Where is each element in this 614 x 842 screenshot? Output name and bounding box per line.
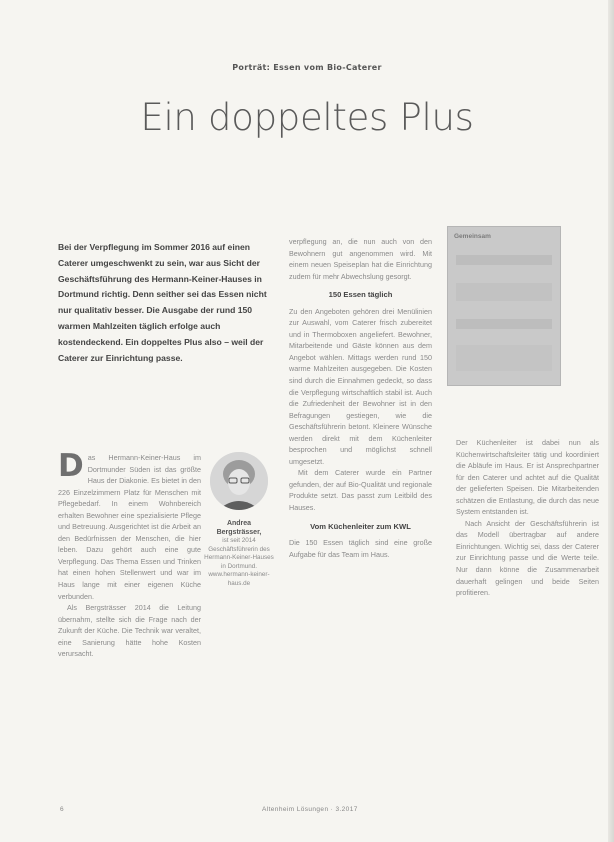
booth-photo: [447, 226, 561, 386]
paragraph: Mit dem Caterer wurde ein Partner gefunden, der auf Bio-Qualität und regionale Produkte setzt. Das passt zum Leitbild des Hauses.: [289, 468, 432, 513]
text-column-1: [58, 448, 201, 660]
page-edge: [608, 0, 614, 842]
paragraph: Der Küchenleiter ist dabei nun als Küchenwirtschaftsleiter tätig und koordiniert die Abläufe im Haus. Er ist Ansprechpartner für den Caterer und achtet auf die Qualität der gelieferten Speisen. Die Mitarbeitenden schätzen die Entlastung, die durch das neue System entstanden ist.: [456, 438, 599, 517]
page-number: 6: [60, 806, 64, 813]
paragraph: Zu den Angeboten gehören drei Menülinien zur Auswahl, vom Caterer frisch zubereitet und in Thermoboxen angeliefert. Bewohner, Mitarbeitende und Gäste können aus dem Angebot wählen. Mittags werden rund 150 warme Mahlzeiten ausgegeben. Die Kosten sind durch die Einnahmen gedeckt, so dass die Verpflegung wirtschaftlich stabil ist. Auch die Zufriedenheit der Bewohner ist in den Befragungen gestiegen, wie die Geschäftsführerin betont. Kleinere Wünsche werden direkt mit dem Küchenleiter besprochen und möglichst schnell umgesetzt.: [289, 306, 432, 466]
booth-sign: Gemeinsam: [454, 233, 491, 240]
paragraph: Die 150 Essen täglich sind eine große Aufgabe für das Team im Haus.: [289, 538, 432, 559]
portrait-photo: [210, 452, 268, 510]
portrait-caption: [204, 520, 274, 588]
subheading: Vom Küchenleiter zum KWL: [310, 521, 411, 531]
paragraph: as Hermann-Keiner-Haus im Dortmunder Süden ist das größte Haus der Diakonie. Es bietet in den 226 Einzelzimmern Platz für Menschen mit Pflegebedarf. In einem Wohnbereich erhalten Bewohner eine spezialisierte Pflege und Betreuung. Ausgerichtet ist die Arbeit an den Bedürfnissen der Menschen, die hier leben. Dazu gehört auch eine gute Verpflegung. Das Thema Essen und Trinken hat einen hohen Stellenwert und war im Haus lange mit einer eigenen Küche verbunden.: [58, 453, 201, 601]
paragraph: Als Bergsträsser 2014 die Leitung übernahm, stellte sich die Frage nach der Zukunft der Küche. Die Technik war veraltet, eine Sanierung hätte hohe Kosten verursacht.: [58, 603, 201, 659]
article-kicker: Porträt: Essen vom Bio-Caterer: [232, 63, 382, 72]
avatar: [210, 452, 268, 510]
text-column-2: [289, 236, 432, 560]
drop-cap: D: [58, 448, 84, 484]
caption-name: Andrea Bergsträsser,: [216, 520, 262, 536]
subheading: 150 Essen täglich: [328, 290, 393, 300]
article-lead: Bei der Verpflegung im Sommer 2016 auf einen Caterer umgeschwenkt zu sein, war aus Sicht der Geschäftsführung des Hermann-Keiner-Hauses in Dortmund richtig. Denn seither sei das Essen nicht nur qualitativ besser. Die Ausgabe der rund 150 warmen Mahlzeiten täglich erfolge auch kostendeckend. Ein doppeltes Plus also – weil der Caterer zur Einrichtung passe.: [58, 242, 267, 363]
article-headline: Ein doppeltes Plus: [140, 96, 474, 139]
magazine-footer: Altenheim Lösungen · 3.2017: [262, 806, 358, 813]
caption-role: ist seit 2014 Geschäftsführerin des Hermann-Keiner-Hauses in Dortmund. www.hermann-keiner-haus.de: [204, 537, 274, 587]
booth-photo-graphic: [448, 227, 560, 385]
paragraph: verpflegung an, die nun auch von den Bewohnern gut angenommen wird. Mit einem neuen Speiseplan hat die Einrichtung zudem für mehr Abwechslung gesorgt.: [289, 237, 432, 281]
text-column-3: [456, 437, 599, 599]
paragraph: Nach Ansicht der Geschäftsführerin ist das Modell übertragbar auf andere Einrichtungen. Wichtig sei, dass der Caterer zur Einrichtung passe und die Werte teile. Nur dann könne die Zusammenarbeit dauerhaft gelingen und beide Seiten profitieren.: [456, 518, 599, 598]
